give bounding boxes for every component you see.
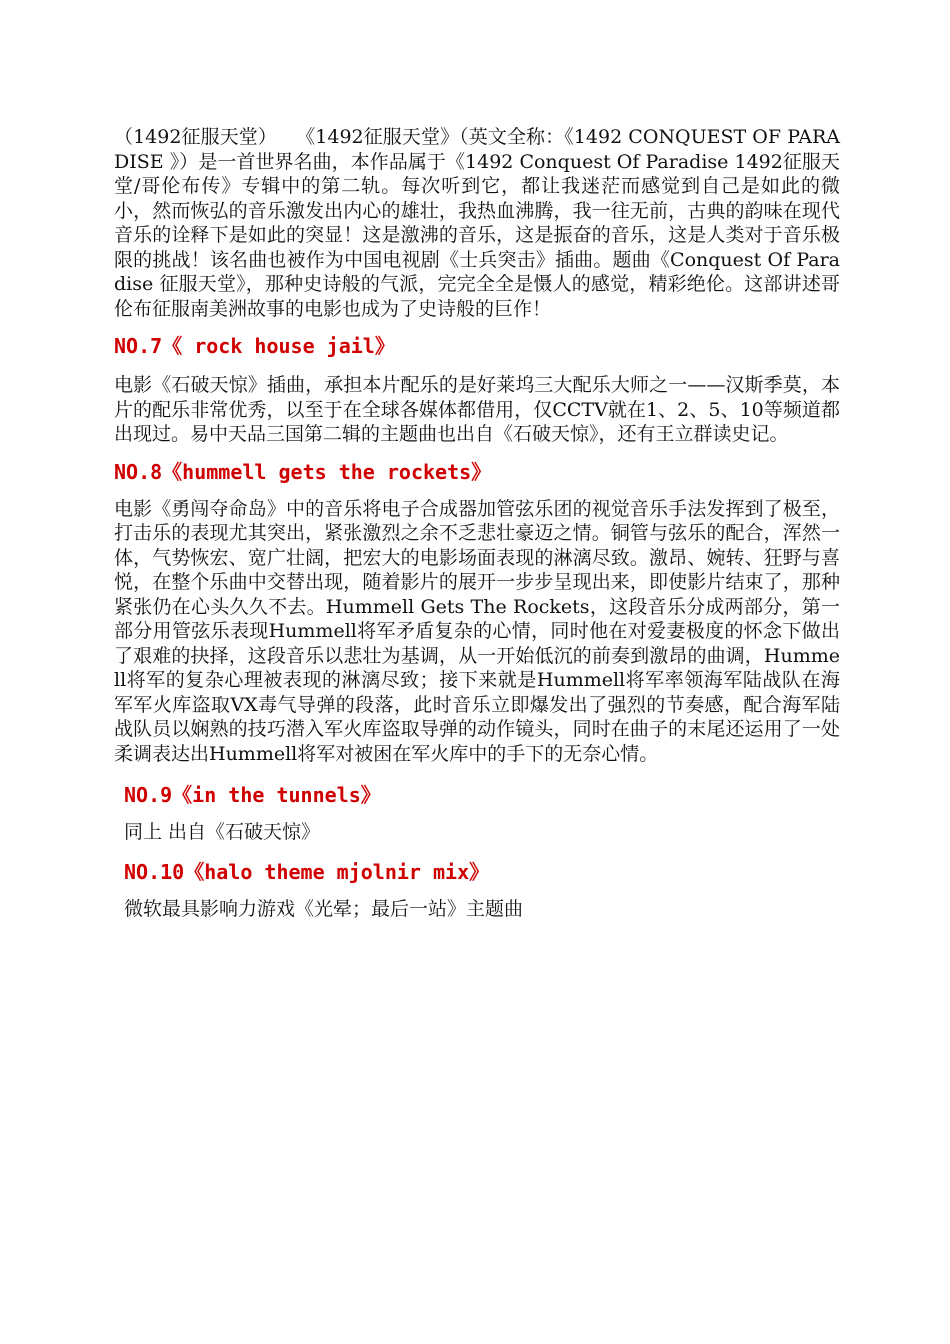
- heading-no7: NO.7《 rock house jail》: [114, 334, 395, 358]
- paragraph-no7: 电影《石破天惊》插曲，承担本片配乐的是好莱坞三大配乐大师之一——汉斯季莫，本片的配乐非常优秀，以至于在全球各媒体都借用，仅CCTV就在1、2、5、10等频道都出现过。易中天品三国第二辑的主题曲也出自《石破天惊》，还有王立群读史记。: [114, 374, 840, 445]
- document-body: [114, 125, 840, 921]
- heading-no9: NO.9《in the tunnels》: [124, 783, 381, 807]
- paragraph-no10: 微软最具影响力游戏《光晕；最后一站》主题曲: [124, 897, 524, 920]
- paragraph-no8: 电影《勇闯夺命岛》中的音乐将电子合成器加管弦乐团的视觉音乐手法发挥到了极至，打击乐的表现尤其突出，紧张激烈之余不乏悲壮豪迈之情。铜管与弦乐的配合，浑然一体，气势恢宏、宽广壮阔，把宏大的电影场面表现的淋漓尽致。激昂、婉转、狂野与喜悦，在整个乐曲中交替出现，随着影片的展开一步步呈现出来，即使影片结束了，那种紧张仍在心头久久不去。Hummell Gets The Rockets，这段音乐分成两部分，第一部分用管弦乐表现Hummell将军矛盾复杂的心情，同时他在对爱妻极度的怀念下做出了艰难的抉择，这段音乐以悲壮为基调，从一开始低沉的前奏到激昂的曲调，Hummell将军的复杂心理被表现的淋漓尽致；接下来就是Hummell将军率领海军陆战队在海军军火库盗取VX毒气导弹的段落，此时音乐立即爆发出了强烈的节奏感，配合海军陆战队员以娴熟的技巧潜入军火库盗取导弹的动作镜头，同时在曲子的末尾还运用了一处柔调表达出Hummell将军对被困在军火库中的手下的无奈心情。: [114, 497, 840, 765]
- paragraph-no9: 同上 出自《石破天惊》: [124, 821, 321, 843]
- heading-no8: NO.8《hummell gets the rockets》: [114, 459, 492, 484]
- heading-no10: NO.10《halo theme mjolnir mix》: [124, 859, 490, 884]
- intro-paragraph: （1492征服天堂） 《1492征服天堂》（英文全称：《1492 CONQUEST OF PARADISE 》）是一首世界名曲，本作品属于《1492 Conquest Of Paradise 1492征服天堂/哥伦布传》专辑中的第二轨。每次听到它，都让我迷茫而感觉到自己是如此的微小，然而恢弘的音乐激发出内心的雄壮，我热血沸腾，我一往无前，古典的韵味在现代音乐的诠释下是如此的突显！这是激沸的音乐，这是振奋的音乐，这是人类对于音乐极限的挑战！该名曲也被作为中国电视剧《士兵突击》插曲。题曲《Conquest Of Paradise 征服天堂》，那种史诗般的气派，完完全全是慑人的感觉，精彩绝伦。这部讲述哥伦布征服南美洲故事的电影也成为了史诗般的巨作！: [114, 126, 840, 320]
